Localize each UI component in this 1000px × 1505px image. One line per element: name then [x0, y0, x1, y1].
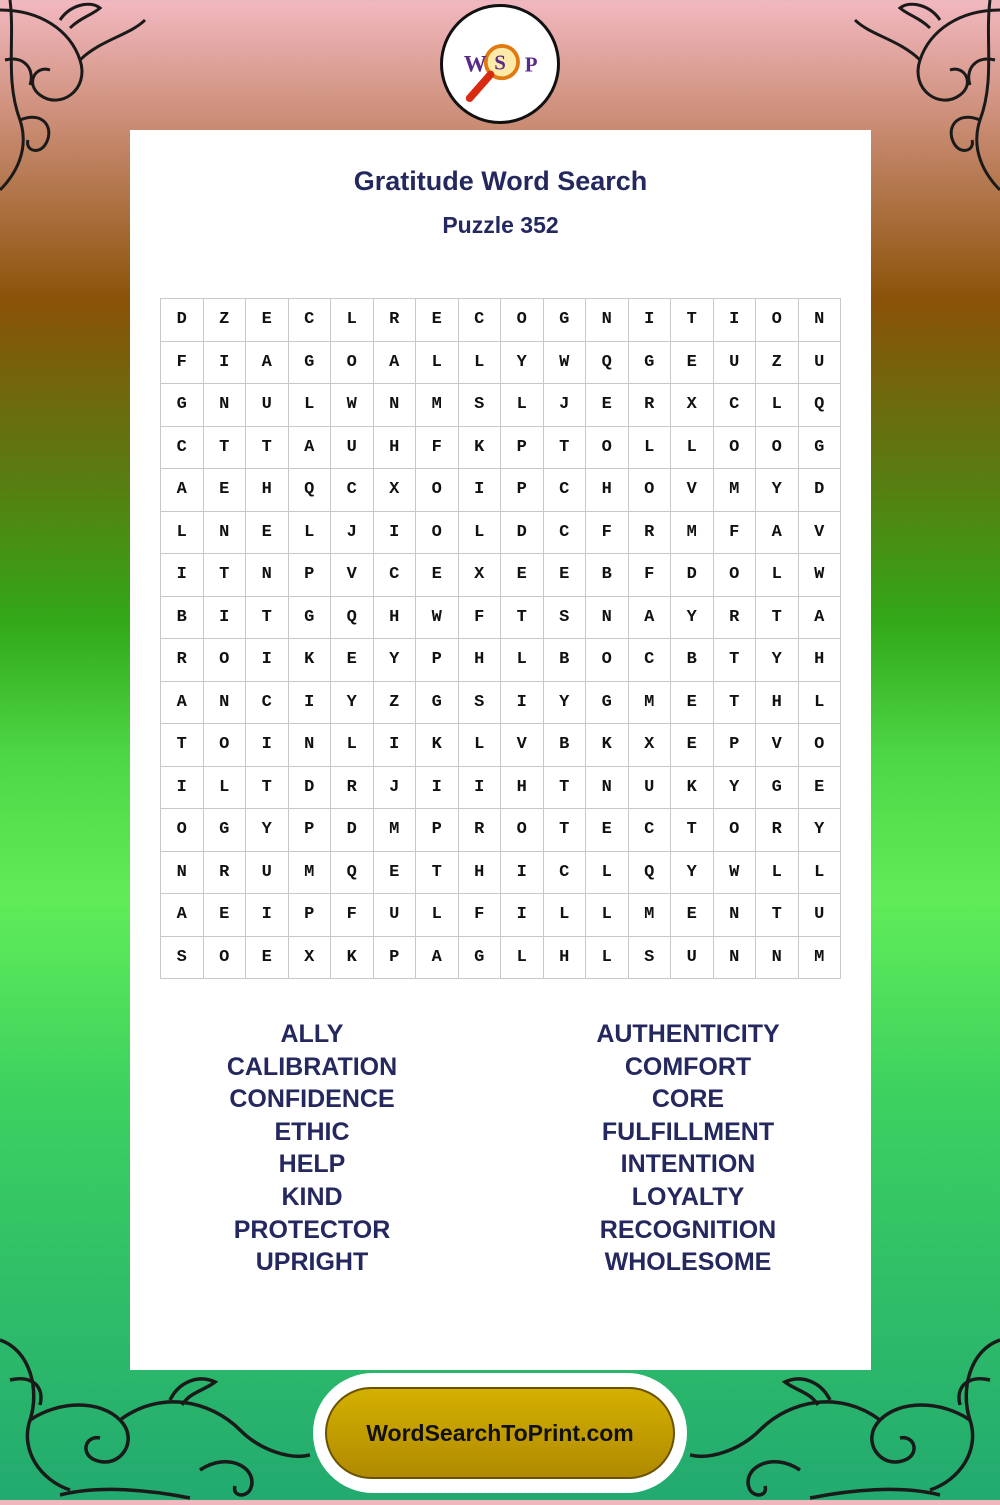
- site-banner-button[interactable]: [325, 1387, 675, 1479]
- grid-cell[interactable]: O: [204, 937, 247, 980]
- grid-cell[interactable]: D: [331, 809, 374, 852]
- grid-cell[interactable]: Y: [756, 469, 799, 512]
- grid-cell[interactable]: I: [714, 299, 757, 342]
- grid-cell[interactable]: P: [501, 427, 544, 470]
- grid-cell[interactable]: N: [714, 937, 757, 980]
- word-list-item: RECOGNITION: [599, 1215, 777, 1244]
- grid-cell[interactable]: X: [374, 469, 417, 512]
- grid-cell[interactable]: U: [671, 937, 714, 980]
- grid-cell[interactable]: D: [289, 767, 332, 810]
- grid-cell[interactable]: E: [586, 809, 629, 852]
- grid-cell[interactable]: T: [756, 597, 799, 640]
- grid-cell[interactable]: S: [459, 682, 502, 725]
- logo-letter-s: S: [494, 50, 506, 75]
- word-list-item: UPRIGHT: [255, 1248, 369, 1277]
- grid-cell[interactable]: I: [629, 299, 672, 342]
- grid-cell[interactable]: L: [289, 512, 332, 555]
- grid-cell[interactable]: N: [799, 299, 842, 342]
- grid-cell[interactable]: L: [671, 427, 714, 470]
- grid-cell[interactable]: K: [331, 937, 374, 980]
- grid-cell[interactable]: S: [161, 937, 204, 980]
- grid-cell[interactable]: C: [331, 469, 374, 512]
- grid-cell[interactable]: V: [331, 554, 374, 597]
- grid-cell[interactable]: E: [501, 554, 544, 597]
- grid-cell[interactable]: W: [714, 852, 757, 895]
- grid-cell[interactable]: Y: [331, 682, 374, 725]
- grid-cell[interactable]: T: [544, 767, 587, 810]
- grid-cell[interactable]: A: [161, 682, 204, 725]
- grid-cell[interactable]: R: [629, 384, 672, 427]
- grid-cell[interactable]: N: [204, 512, 247, 555]
- grid-cell[interactable]: M: [374, 809, 417, 852]
- grid-cell[interactable]: H: [459, 639, 502, 682]
- grid-cell[interactable]: D: [161, 299, 204, 342]
- grid-cell[interactable]: X: [629, 724, 672, 767]
- grid-cell[interactable]: Y: [714, 767, 757, 810]
- grid-cell[interactable]: L: [799, 852, 842, 895]
- grid-cell[interactable]: O: [756, 427, 799, 470]
- grid-cell[interactable]: F: [459, 894, 502, 937]
- grid-cell[interactable]: A: [161, 894, 204, 937]
- grid-cell[interactable]: B: [161, 597, 204, 640]
- grid-cell[interactable]: G: [544, 299, 587, 342]
- grid-cell[interactable]: U: [246, 852, 289, 895]
- grid-cell[interactable]: L: [459, 342, 502, 385]
- grid-cell[interactable]: H: [246, 469, 289, 512]
- grid-cell[interactable]: O: [586, 427, 629, 470]
- grid-cell[interactable]: U: [374, 894, 417, 937]
- grid-cell[interactable]: C: [714, 384, 757, 427]
- grid-cell[interactable]: M: [671, 512, 714, 555]
- grid-cell[interactable]: S: [629, 937, 672, 980]
- grid-cell[interactable]: S: [459, 384, 502, 427]
- grid-cell[interactable]: A: [756, 512, 799, 555]
- grid-cell[interactable]: L: [416, 894, 459, 937]
- grid-cell[interactable]: K: [416, 724, 459, 767]
- grid-cell[interactable]: L: [756, 852, 799, 895]
- grid-cell[interactable]: L: [331, 724, 374, 767]
- grid-cell[interactable]: O: [204, 639, 247, 682]
- grid-cell[interactable]: C: [544, 512, 587, 555]
- grid-cell[interactable]: T: [714, 639, 757, 682]
- flourish-ornament-top-left: [0, 0, 150, 200]
- grid-cell[interactable]: O: [586, 639, 629, 682]
- grid-cell[interactable]: L: [501, 937, 544, 980]
- grid-cell[interactable]: Q: [331, 852, 374, 895]
- grid-cell[interactable]: I: [501, 852, 544, 895]
- grid-cell[interactable]: N: [246, 554, 289, 597]
- grid-cell[interactable]: M: [629, 682, 672, 725]
- grid-cell[interactable]: O: [331, 342, 374, 385]
- grid-cell[interactable]: O: [756, 299, 799, 342]
- grid-cell[interactable]: T: [246, 767, 289, 810]
- grid-cell[interactable]: V: [799, 512, 842, 555]
- grid-cell[interactable]: X: [289, 937, 332, 980]
- grid-cell[interactable]: O: [714, 554, 757, 597]
- grid-cell[interactable]: B: [544, 639, 587, 682]
- grid-cell[interactable]: H: [756, 682, 799, 725]
- grid-cell[interactable]: C: [544, 469, 587, 512]
- grid-cell[interactable]: A: [246, 342, 289, 385]
- grid-cell[interactable]: O: [501, 809, 544, 852]
- grid-cell[interactable]: A: [629, 597, 672, 640]
- grid-cell[interactable]: W: [331, 384, 374, 427]
- grid-cell[interactable]: H: [586, 469, 629, 512]
- grid-cell[interactable]: J: [374, 767, 417, 810]
- grid-cell[interactable]: F: [586, 512, 629, 555]
- grid-cell[interactable]: E: [544, 554, 587, 597]
- grid-cell[interactable]: T: [204, 554, 247, 597]
- grid-cell[interactable]: Q: [629, 852, 672, 895]
- grid-cell[interactable]: O: [714, 427, 757, 470]
- grid-cell[interactable]: A: [289, 427, 332, 470]
- grid-cell[interactable]: G: [459, 937, 502, 980]
- grid-cell[interactable]: H: [501, 767, 544, 810]
- grid-cell[interactable]: P: [289, 554, 332, 597]
- grid-cell[interactable]: E: [671, 682, 714, 725]
- grid-cell[interactable]: K: [459, 427, 502, 470]
- grid-cell[interactable]: B: [544, 724, 587, 767]
- grid-cell[interactable]: E: [331, 639, 374, 682]
- grid-cell[interactable]: P: [289, 894, 332, 937]
- site-url[interactable]: WordSearchToPrint.com: [366, 1419, 634, 1446]
- grid-cell[interactable]: U: [629, 767, 672, 810]
- grid-cell[interactable]: O: [799, 724, 842, 767]
- grid-cell[interactable]: B: [671, 639, 714, 682]
- grid-cell[interactable]: O: [629, 469, 672, 512]
- grid-cell[interactable]: N: [204, 384, 247, 427]
- grid-cell[interactable]: Z: [204, 299, 247, 342]
- grid-cell[interactable]: V: [671, 469, 714, 512]
- grid-cell[interactable]: L: [586, 894, 629, 937]
- grid-cell[interactable]: P: [714, 724, 757, 767]
- grid-cell[interactable]: C: [629, 639, 672, 682]
- grid-cell[interactable]: A: [799, 597, 842, 640]
- grid-cell[interactable]: I: [204, 597, 247, 640]
- grid-cell[interactable]: T: [416, 852, 459, 895]
- page-title: Gratitude Word Search: [353, 166, 648, 196]
- grid-cell[interactable]: O: [204, 724, 247, 767]
- grid-cell[interactable]: E: [416, 554, 459, 597]
- grid-cell[interactable]: C: [161, 427, 204, 470]
- letter-grid: [160, 298, 841, 979]
- grid-cell[interactable]: L: [501, 384, 544, 427]
- grid-cell[interactable]: O: [416, 469, 459, 512]
- grid-cell[interactable]: N: [161, 852, 204, 895]
- word-list-item: HELP: [278, 1150, 346, 1179]
- grid-cell[interactable]: R: [331, 767, 374, 810]
- grid-cell[interactable]: T: [714, 682, 757, 725]
- grid-cell[interactable]: W: [416, 597, 459, 640]
- grid-cell[interactable]: T: [246, 427, 289, 470]
- grid-cell[interactable]: L: [544, 894, 587, 937]
- grid-cell[interactable]: I: [246, 894, 289, 937]
- grid-cell[interactable]: Q: [586, 342, 629, 385]
- grid-cell[interactable]: G: [416, 682, 459, 725]
- grid-cell[interactable]: U: [799, 894, 842, 937]
- word-list-item: FULFILLMENT: [601, 1117, 775, 1146]
- grid-cell[interactable]: C: [459, 299, 502, 342]
- grid-cell[interactable]: L: [459, 512, 502, 555]
- word-list-left: [162, 1018, 462, 1279]
- grid-cell[interactable]: O: [501, 299, 544, 342]
- grid-cell[interactable]: I: [501, 682, 544, 725]
- grid-cell[interactable]: R: [204, 852, 247, 895]
- grid-cell[interactable]: B: [586, 554, 629, 597]
- grid-cell[interactable]: Y: [374, 639, 417, 682]
- grid-cell[interactable]: N: [289, 724, 332, 767]
- word-list-item: INTENTION: [620, 1150, 756, 1179]
- grid-cell[interactable]: I: [246, 724, 289, 767]
- grid-cell[interactable]: P: [416, 809, 459, 852]
- logo-letter-p: P: [524, 52, 538, 77]
- grid-cell[interactable]: S: [544, 597, 587, 640]
- grid-cell[interactable]: E: [374, 852, 417, 895]
- grid-cell[interactable]: L: [799, 682, 842, 725]
- grid-cell[interactable]: I: [459, 767, 502, 810]
- grid-cell[interactable]: K: [671, 767, 714, 810]
- grid-cell[interactable]: J: [544, 384, 587, 427]
- grid-cell[interactable]: N: [586, 299, 629, 342]
- grid-cell[interactable]: W: [544, 342, 587, 385]
- grid-cell[interactable]: E: [671, 724, 714, 767]
- grid-cell[interactable]: X: [671, 384, 714, 427]
- grid-cell[interactable]: H: [374, 427, 417, 470]
- site-banner[interactable]: [313, 1373, 687, 1493]
- grid-cell[interactable]: L: [204, 767, 247, 810]
- grid-cell[interactable]: Y: [671, 597, 714, 640]
- word-list-item: LOYALTY: [631, 1182, 745, 1211]
- word-list-item: COMFORT: [624, 1052, 752, 1081]
- grid-cell[interactable]: L: [416, 342, 459, 385]
- grid-cell[interactable]: K: [586, 724, 629, 767]
- grid-cell[interactable]: V: [756, 724, 799, 767]
- grid-cell[interactable]: L: [586, 852, 629, 895]
- grid-cell[interactable]: P: [289, 809, 332, 852]
- grid-cell[interactable]: I: [204, 342, 247, 385]
- grid-cell[interactable]: N: [586, 597, 629, 640]
- grid-cell[interactable]: N: [756, 937, 799, 980]
- grid-cell[interactable]: N: [204, 682, 247, 725]
- word-list-item: PROTECTOR: [233, 1215, 391, 1244]
- grid-cell[interactable]: L: [586, 937, 629, 980]
- grid-cell[interactable]: T: [544, 809, 587, 852]
- grid-cell[interactable]: A: [161, 469, 204, 512]
- puzzle-number: Puzzle 352: [442, 212, 559, 238]
- logo-letter-w: W: [463, 51, 487, 77]
- grid-cell[interactable]: F: [416, 427, 459, 470]
- word-list-item: AUTHENTICITY: [596, 1020, 780, 1048]
- grid-cell[interactable]: F: [714, 512, 757, 555]
- grid-cell[interactable]: R: [459, 809, 502, 852]
- grid-cell[interactable]: J: [331, 512, 374, 555]
- grid-cell[interactable]: T: [671, 809, 714, 852]
- grid-cell[interactable]: E: [204, 894, 247, 937]
- grid-cell[interactable]: I: [374, 512, 417, 555]
- grid-cell[interactable]: R: [161, 639, 204, 682]
- word-list-right: [538, 1018, 838, 1279]
- grid-cell[interactable]: Q: [799, 384, 842, 427]
- grid-cell[interactable]: E: [586, 384, 629, 427]
- grid-cell[interactable]: I: [246, 639, 289, 682]
- grid-cell[interactable]: N: [374, 384, 417, 427]
- grid-cell[interactable]: E: [246, 512, 289, 555]
- grid-cell[interactable]: R: [629, 512, 672, 555]
- grid-cell[interactable]: E: [246, 937, 289, 980]
- grid-cell[interactable]: O: [416, 512, 459, 555]
- grid-cell[interactable]: T: [501, 597, 544, 640]
- grid-cell[interactable]: M: [416, 384, 459, 427]
- grid-cell[interactable]: C: [289, 299, 332, 342]
- grid-cell[interactable]: F: [459, 597, 502, 640]
- grid-cell[interactable]: E: [671, 894, 714, 937]
- grid-cell[interactable]: C: [374, 554, 417, 597]
- grid-cell[interactable]: O: [714, 809, 757, 852]
- grid-cell[interactable]: D: [799, 469, 842, 512]
- flourish-ornament-top-right: [850, 0, 1000, 200]
- grid-cell[interactable]: U: [246, 384, 289, 427]
- grid-cell[interactable]: E: [246, 299, 289, 342]
- grid-cell[interactable]: Z: [374, 682, 417, 725]
- word-list-item: CONFIDENCE: [229, 1085, 395, 1114]
- grid-cell[interactable]: I: [161, 767, 204, 810]
- grid-cell[interactable]: K: [289, 639, 332, 682]
- grid-cell[interactable]: U: [714, 342, 757, 385]
- grid-cell[interactable]: W: [799, 554, 842, 597]
- grid-cell[interactable]: H: [374, 597, 417, 640]
- grid-cell[interactable]: T: [671, 299, 714, 342]
- grid-cell[interactable]: I: [459, 469, 502, 512]
- grid-cell[interactable]: E: [799, 767, 842, 810]
- grid-cell[interactable]: P: [501, 469, 544, 512]
- word-list-item: ETHIC: [274, 1117, 350, 1146]
- grid-cell[interactable]: I: [289, 682, 332, 725]
- grid-cell[interactable]: C: [629, 809, 672, 852]
- grid-cell[interactable]: M: [799, 937, 842, 980]
- grid-cell[interactable]: L: [459, 724, 502, 767]
- grid-cell[interactable]: A: [374, 342, 417, 385]
- grid-cell[interactable]: L: [289, 384, 332, 427]
- grid-cell[interactable]: Y: [799, 809, 842, 852]
- puzzle-sheet: [130, 130, 871, 1370]
- grid-cell[interactable]: O: [161, 809, 204, 852]
- grid-cell[interactable]: N: [586, 767, 629, 810]
- grid-cell[interactable]: Q: [331, 597, 374, 640]
- grid-cell[interactable]: L: [161, 512, 204, 555]
- grid-cell[interactable]: R: [714, 597, 757, 640]
- word-list-item: WHOLESOME: [604, 1248, 772, 1277]
- grid-cell[interactable]: Y: [501, 342, 544, 385]
- grid-cell[interactable]: M: [289, 852, 332, 895]
- grid-cell[interactable]: G: [629, 342, 672, 385]
- grid-cell[interactable]: D: [501, 512, 544, 555]
- grid-cell[interactable]: H: [799, 639, 842, 682]
- grid-cell[interactable]: G: [161, 384, 204, 427]
- grid-cell[interactable]: N: [714, 894, 757, 937]
- grid-cell[interactable]: C: [544, 852, 587, 895]
- grid-cell[interactable]: M: [714, 469, 757, 512]
- grid-cell[interactable]: Y: [671, 852, 714, 895]
- grid-cell[interactable]: L: [629, 427, 672, 470]
- grid-cell[interactable]: I: [501, 894, 544, 937]
- grid-cell[interactable]: L: [501, 639, 544, 682]
- grid-cell[interactable]: F: [331, 894, 374, 937]
- grid-cell[interactable]: U: [331, 427, 374, 470]
- grid-cell[interactable]: V: [501, 724, 544, 767]
- grid-cell[interactable]: I: [374, 724, 417, 767]
- grid-cell[interactable]: G: [289, 342, 332, 385]
- grid-cell[interactable]: H: [544, 937, 587, 980]
- grid-cell[interactable]: E: [416, 299, 459, 342]
- grid-cell[interactable]: T: [161, 724, 204, 767]
- grid-cell[interactable]: Y: [544, 682, 587, 725]
- grid-cell[interactable]: M: [629, 894, 672, 937]
- grid-cell[interactable]: I: [161, 554, 204, 597]
- grid-cell[interactable]: U: [799, 342, 842, 385]
- grid-cell[interactable]: H: [459, 852, 502, 895]
- grid-cell[interactable]: L: [331, 299, 374, 342]
- grid-cell[interactable]: P: [374, 937, 417, 980]
- grid-cell[interactable]: Y: [756, 639, 799, 682]
- word-list-item: ALLY: [280, 1020, 344, 1048]
- grid-cell[interactable]: L: [756, 384, 799, 427]
- grid-cell[interactable]: T: [756, 894, 799, 937]
- grid-cell[interactable]: F: [629, 554, 672, 597]
- grid-cell[interactable]: G: [756, 767, 799, 810]
- grid-cell[interactable]: I: [416, 767, 459, 810]
- word-list-item: KIND: [281, 1182, 343, 1211]
- grid-cell[interactable]: A: [416, 937, 459, 980]
- wsp-logo[interactable]: [440, 4, 560, 124]
- grid-cell[interactable]: E: [671, 342, 714, 385]
- grid-cell[interactable]: T: [204, 427, 247, 470]
- grid-cell[interactable]: E: [204, 469, 247, 512]
- grid-cell[interactable]: G: [289, 597, 332, 640]
- grid-cell[interactable]: Z: [756, 342, 799, 385]
- word-list-item: CALIBRATION: [226, 1052, 398, 1081]
- grid-cell[interactable]: C: [246, 682, 289, 725]
- grid-cell[interactable]: G: [799, 427, 842, 470]
- grid-cell[interactable]: D: [671, 554, 714, 597]
- grid-cell[interactable]: X: [459, 554, 502, 597]
- grid-cell[interactable]: F: [161, 342, 204, 385]
- grid-cell[interactable]: Y: [246, 809, 289, 852]
- grid-cell[interactable]: G: [586, 682, 629, 725]
- grid-cell[interactable]: R: [374, 299, 417, 342]
- word-list-item: CORE: [651, 1085, 725, 1114]
- grid-cell[interactable]: P: [416, 639, 459, 682]
- grid-cell[interactable]: R: [756, 809, 799, 852]
- grid-cell[interactable]: G: [204, 809, 247, 852]
- grid-cell[interactable]: L: [756, 554, 799, 597]
- grid-cell[interactable]: Q: [289, 469, 332, 512]
- grid-cell[interactable]: T: [246, 597, 289, 640]
- grid-cell[interactable]: T: [544, 427, 587, 470]
